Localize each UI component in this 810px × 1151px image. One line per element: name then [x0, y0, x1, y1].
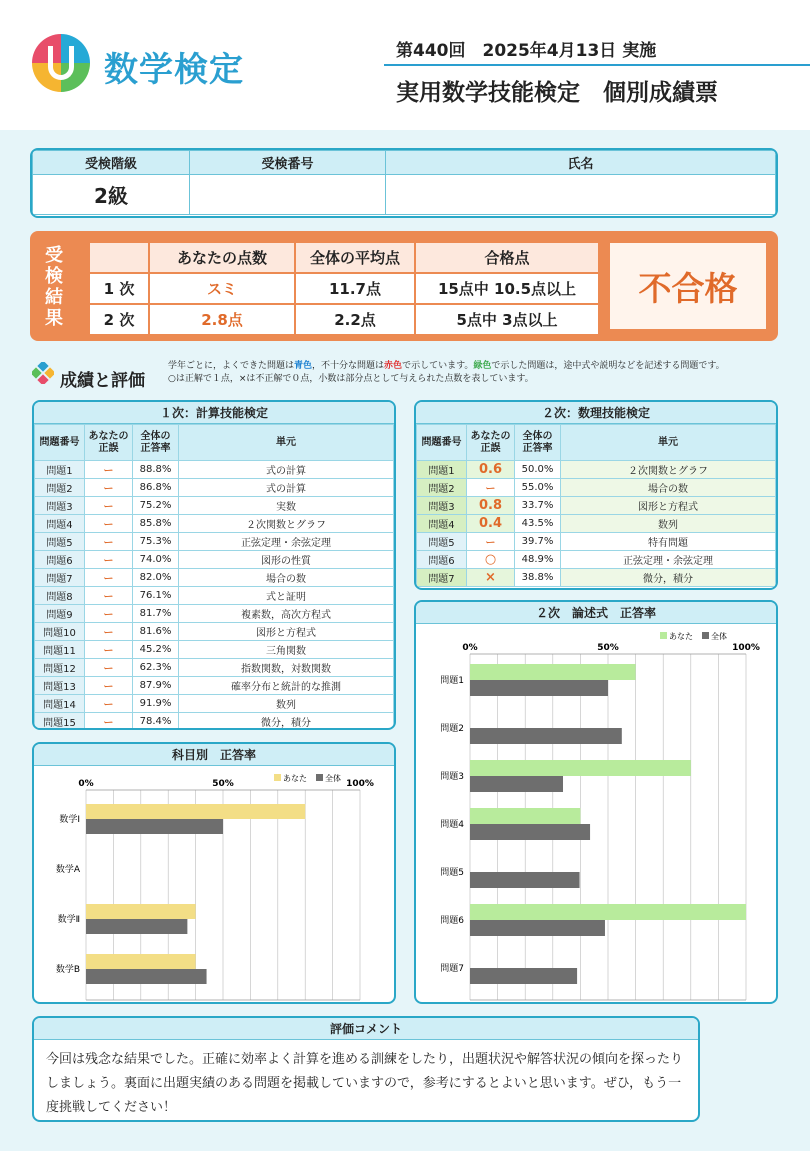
bar-you [470, 664, 636, 680]
th-question: 問題番号 [35, 425, 85, 461]
rate-cell: 48.9% [515, 551, 561, 569]
rate-cell: 45.2% [133, 641, 179, 659]
table-row [35, 515, 394, 533]
question-cell: 問題5 [35, 533, 85, 551]
unit-cell: ２次関数とグラフ [561, 461, 776, 479]
table-row [35, 551, 394, 569]
category-label: 問題6 [440, 916, 464, 926]
table-row [35, 569, 394, 587]
unit-cell: 正弦定理・余弦定理 [179, 533, 394, 551]
question-cell: 問題3 [417, 497, 467, 515]
unit-cell: 図形と方程式 [561, 497, 776, 515]
unit-cell: 数列 [561, 515, 776, 533]
table-row [417, 497, 776, 515]
subject-chart-panel [32, 742, 396, 1004]
axis-tick-label: 50% [212, 779, 234, 789]
legend-all-swatch [316, 774, 323, 781]
table-row [35, 695, 394, 713]
exam-edition: 第440回 2025年4月13日 実施 [396, 41, 657, 61]
rate-cell: 76.1% [133, 587, 179, 605]
first-exam-panel [32, 400, 396, 730]
question-cell: 問題2 [417, 479, 467, 497]
category-label: 問題1 [440, 676, 464, 686]
rate-cell: 43.5% [515, 515, 561, 533]
bar-you [86, 954, 196, 969]
rate-cell: 33.7% [515, 497, 561, 515]
legend-you-swatch [274, 774, 281, 781]
rate-cell: 82.0% [133, 569, 179, 587]
exam-result [30, 231, 778, 341]
table-row [417, 533, 776, 551]
mark-cell: 0.6 [467, 461, 515, 479]
stage-2: 2 次 [89, 304, 149, 335]
rate-cell: 74.0% [133, 551, 179, 569]
table-row [35, 461, 394, 479]
unit-cell: 図形の性質 [179, 551, 394, 569]
question-cell: 問題10 [35, 623, 85, 641]
legend-all-label: 全体 [325, 774, 341, 783]
unit-cell: 複素数，高次方程式 [179, 605, 394, 623]
axis-tick-label: 0% [78, 779, 94, 789]
question-cell: 問題8 [35, 587, 85, 605]
rate-cell: 62.3% [133, 659, 179, 677]
bar-all [470, 680, 608, 696]
category-label: 問題2 [440, 724, 464, 734]
table-row [35, 677, 394, 695]
essay-chart-title: ２次 論述式 正答率 [416, 602, 776, 624]
question-cell: 問題4 [35, 515, 85, 533]
unit-cell: 指数関数，対数関数 [179, 659, 394, 677]
table-row [35, 587, 394, 605]
rate-cell: 55.0% [515, 479, 561, 497]
logo-text: 数学検定 [104, 50, 244, 90]
category-label: 問題3 [440, 772, 464, 782]
unit-cell: 数列 [179, 695, 394, 713]
mark-cell: ー [85, 641, 133, 659]
table-row [35, 641, 394, 659]
question-cell: 問題4 [417, 515, 467, 533]
number-label: 受検番号 [190, 151, 386, 175]
bar-you [86, 804, 305, 819]
comment-text: 今回は残念な結果でした。正確に効率よく計算を進める訓練をしたり，出題状況や解答状況の傾向を探ったりしましょう。裏面に出題実績のある問題を掲載していますので，参考にするとよいと思います。ぜひ，もう一度挑戦してください！ [46, 1052, 684, 1115]
rate-cell: 81.7% [133, 605, 179, 623]
table-row [417, 461, 776, 479]
unit-cell: 三角関数 [179, 641, 394, 659]
essay-chart-panel [414, 600, 778, 1004]
pass-1: 15点中 10.5点以上 [415, 273, 599, 304]
second-exam-title: ２次：数理技能検定 [416, 402, 776, 424]
mark-cell: ○ [467, 551, 515, 569]
rate-cell: 87.9% [133, 677, 179, 695]
header-rule [384, 64, 810, 66]
bar-all [86, 919, 187, 934]
category-label: 問題4 [440, 820, 464, 830]
table-row [35, 659, 394, 677]
unit-cell: 特有問題 [561, 533, 776, 551]
number-value [190, 175, 386, 215]
rate-cell: 39.7% [515, 533, 561, 551]
question-cell: 問題13 [35, 677, 85, 695]
bar-all [470, 776, 563, 792]
th-mark: あなたの 正誤 [85, 425, 133, 461]
unit-cell: 微分，積分 [561, 569, 776, 587]
page-title: 実用数学技能検定 個別成績票 [396, 80, 718, 106]
question-cell: 問題5 [417, 533, 467, 551]
bar-all [470, 968, 577, 984]
mark-cell: ー [85, 587, 133, 605]
mark-cell: ー [85, 713, 133, 731]
header [0, 0, 810, 130]
verdict-badge: 不合格 [608, 241, 768, 331]
mark-cell: ー [467, 533, 515, 551]
category-label: 数学A [55, 865, 80, 875]
question-cell: 問題11 [35, 641, 85, 659]
comment-title: 評価コメント [34, 1018, 698, 1040]
bar-all [86, 969, 207, 984]
th-unit: 単元 [179, 425, 394, 461]
mark-cell: ー [85, 497, 133, 515]
bar-you [86, 904, 196, 919]
essay-chart [416, 624, 776, 1002]
second-exam-panel [414, 400, 778, 590]
table-row [417, 479, 776, 497]
logo-icon [32, 34, 90, 92]
mark-cell: 0.8 [467, 497, 515, 515]
subject-chart [34, 766, 394, 1002]
table-row [417, 551, 776, 569]
category-label: 数学Ⅰ [59, 815, 80, 825]
mark-cell: ー [85, 623, 133, 641]
bar-you [470, 904, 746, 920]
mark-cell: ー [85, 659, 133, 677]
legend-you-swatch [660, 632, 667, 639]
th-rate: 全体の 正答率 [133, 425, 179, 461]
mark-cell: ー [85, 533, 133, 551]
mark-cell: ー [85, 677, 133, 695]
category-label: 問題5 [440, 868, 464, 878]
col-average: 全体の平均点 [295, 242, 415, 273]
category-label: 数学Ⅱ [57, 915, 80, 925]
rate-cell: 38.8% [515, 569, 561, 587]
axis-tick-label: 100% [732, 643, 760, 653]
question-cell: 問題7 [417, 569, 467, 587]
bar-all [86, 819, 223, 834]
stage-1: 1 次 [89, 273, 149, 304]
question-cell: 問題14 [35, 695, 85, 713]
name-label: 氏名 [386, 151, 776, 175]
mark-cell: ー [85, 479, 133, 497]
score-1: スミ [149, 273, 295, 304]
rate-cell: 91.9% [133, 695, 179, 713]
pass-2: 5点中 3点以上 [415, 304, 599, 335]
table-row [35, 497, 394, 515]
category-label: 数学B [55, 965, 80, 975]
unit-cell: 場合の数 [179, 569, 394, 587]
th-unit: 単元 [561, 425, 776, 461]
rate-cell: 78.4% [133, 713, 179, 731]
question-cell: 問題1 [35, 461, 85, 479]
rate-cell: 75.2% [133, 497, 179, 515]
question-cell: 問題9 [35, 605, 85, 623]
mark-cell: ー [467, 479, 515, 497]
mark-cell: × [467, 569, 515, 587]
subject-chart-title: 科目別 正答率 [34, 744, 394, 766]
th-question: 問題番号 [417, 425, 467, 461]
diamond-icon [32, 362, 54, 384]
legend-note: 学年ごとに，よくできた問題は青色，不十分な問題は赤色で示しています。緑色で示した問題は，途中式や説明などを記述する問題です。 ○は正解で１点，×は不正解で０点，小数は部分点として与えられた点数を表しています。 [168, 361, 725, 384]
bar-all [470, 920, 605, 936]
rate-cell: 85.8% [133, 515, 179, 533]
bar-all [470, 824, 590, 840]
unit-cell: 実数 [179, 497, 394, 515]
table-row [35, 605, 394, 623]
score-2: 2.8点 [149, 304, 295, 335]
unit-cell: 場合の数 [561, 479, 776, 497]
rate-cell: 75.3% [133, 533, 179, 551]
question-cell: 問題6 [417, 551, 467, 569]
question-cell: 問題7 [35, 569, 85, 587]
table-row [417, 569, 776, 587]
unit-cell: ２次関数とグラフ [179, 515, 394, 533]
unit-cell: 式の計算 [179, 479, 394, 497]
blank-head [89, 242, 149, 273]
bar-you [470, 808, 580, 824]
legend-you-label: あなた [669, 632, 693, 641]
th-mark: あなたの 正誤 [467, 425, 515, 461]
unit-cell: 正弦定理・余弦定理 [561, 551, 776, 569]
unit-cell: 式の計算 [179, 461, 394, 479]
rate-cell: 86.8% [133, 479, 179, 497]
mark-cell: ー [85, 461, 133, 479]
table-row [35, 623, 394, 641]
bar-all [470, 728, 622, 744]
first-exam-title: １次：計算技能検定 [34, 402, 394, 424]
col-pass: 合格点 [415, 242, 599, 273]
bar-you [470, 760, 691, 776]
mark-cell: ー [85, 695, 133, 713]
unit-cell: 微分，積分 [179, 713, 394, 731]
axis-tick-label: 100% [346, 779, 374, 789]
axis-tick-label: 50% [597, 643, 619, 653]
name-value [386, 175, 776, 215]
mark-cell: ー [85, 515, 133, 533]
table-row [35, 479, 394, 497]
mark-cell: ー [85, 551, 133, 569]
unit-cell: 式と証明 [179, 587, 394, 605]
mark-cell: ー [85, 569, 133, 587]
mark-cell: 0.4 [467, 515, 515, 533]
grade-label: 受検階級 [33, 151, 190, 175]
bar-all [470, 872, 580, 888]
section-title: 成績と評価 [60, 371, 145, 391]
rate-cell: 81.6% [133, 623, 179, 641]
question-cell: 問題3 [35, 497, 85, 515]
comment-box [32, 1016, 700, 1122]
question-cell: 問題2 [35, 479, 85, 497]
mark-cell: ー [85, 605, 133, 623]
result-side-label: 受 検 結 果 [45, 245, 63, 329]
table-row [35, 533, 394, 551]
legend-all-swatch [702, 632, 709, 639]
question-cell: 問題12 [35, 659, 85, 677]
table-row [417, 515, 776, 533]
unit-cell: 図形と方程式 [179, 623, 394, 641]
average-2: 2.2点 [295, 304, 415, 335]
th-rate: 全体の 正答率 [515, 425, 561, 461]
grade-value: 2級 [33, 175, 190, 215]
legend-you-label: あなた [283, 774, 307, 783]
question-cell: 問題15 [35, 713, 85, 731]
candidate-info [30, 148, 778, 218]
category-label: 問題7 [440, 964, 464, 974]
unit-cell: 確率分布と統計的な推測 [179, 677, 394, 695]
rate-cell: 88.8% [133, 461, 179, 479]
average-1: 11.7点 [295, 273, 415, 304]
rate-cell: 50.0% [515, 461, 561, 479]
col-score: あなたの点数 [149, 242, 295, 273]
question-cell: 問題6 [35, 551, 85, 569]
question-cell: 問題1 [417, 461, 467, 479]
table-row [35, 713, 394, 731]
legend-all-label: 全体 [711, 632, 727, 641]
axis-tick-label: 0% [462, 643, 478, 653]
